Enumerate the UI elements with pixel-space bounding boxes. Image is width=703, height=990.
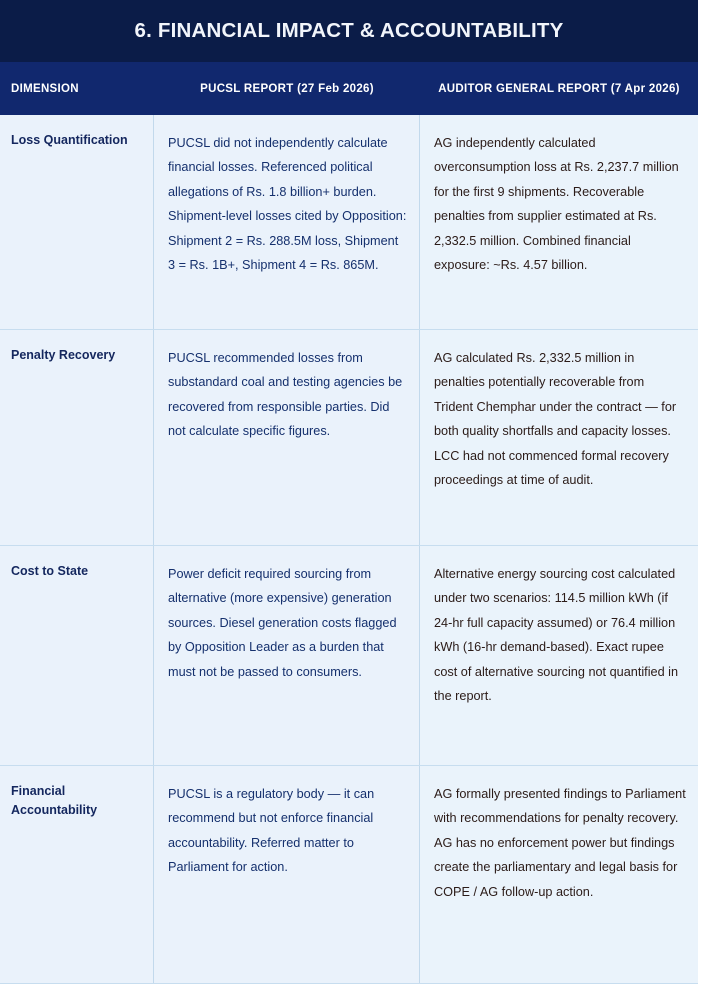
table-header-row xyxy=(0,62,698,115)
row-auditor-cell: AG independently calculated overconsumption loss at Rs. 2,237.7 million for the first 9 shipments. Recoverable penalties from supplier estimated at Rs. 2,332.5 million. Combined financial exposure: ~Rs. 4.57 billion. xyxy=(420,115,698,329)
row-dimension-label: Penalty Recovery xyxy=(0,330,154,545)
table-row xyxy=(0,766,698,984)
row-dimension-label: Financial Accountability xyxy=(0,766,154,983)
row-auditor-cell: Alternative energy sourcing cost calculated under two scenarios: 114.5 million kWh (if 24-hr full capacity assumed) or 76.4 million kWh (16-hr demand-based). Exact rupee cost of alternative sourcing not quantified in the report. xyxy=(420,546,698,765)
table-row xyxy=(0,115,698,330)
row-pucsl-cell: Power deficit required sourcing from alternative (more expensive) generation sources. Diesel generation costs flagged by Opposition Leader as a burden that must not be passed to consumers. xyxy=(154,546,420,765)
slide-title-band xyxy=(0,0,698,62)
row-dimension-label: Cost to State xyxy=(0,546,154,765)
row-pucsl-cell: PUCSL did not independently calculate financial losses. Referenced political allegations of Rs. 1.8 billion+ burden. Shipment-level losses cited by Opposition: Shipment 2 = Rs. 288.5M loss, Shipment 3 = Rs. 1B+, Shipment 4 = Rs. 865M. xyxy=(154,115,420,329)
column-header-dimension: DIMENSION xyxy=(11,82,79,95)
row-pucsl-cell: PUCSL is a regulatory body — it can recommend but not enforce financial accountability. Referred matter to Parliament for action. xyxy=(154,766,420,983)
comparison-table-body xyxy=(0,115,698,984)
row-dimension-label: Loss Quantification xyxy=(0,115,154,329)
row-auditor-cell: AG formally presented findings to Parliament with recommendations for penalty recovery. AG has no enforcement power but findings create the parliamentary and legal basis for COPE / AG follow-up action. xyxy=(420,766,698,983)
page-title: 6. FINANCIAL IMPACT & ACCOUNTABILITY xyxy=(134,18,564,42)
row-auditor-cell: AG calculated Rs. 2,332.5 million in penalties potentially recoverable from Trident Chemphar under the contract — for both quality shortfalls and capacity losses. LCC had not commenced formal recovery proceedings at time of audit. xyxy=(420,330,698,545)
table-row xyxy=(0,546,698,766)
column-header-auditor-general-report: AUDITOR GENERAL REPORT (7 Apr 2026) xyxy=(438,82,680,95)
row-pucsl-cell: PUCSL recommended losses from substandard coal and testing agencies be recovered from responsible parties. Did not calculate specific figures. xyxy=(154,330,420,545)
column-header-pucsl-report: PUCSL REPORT (27 Feb 2026) xyxy=(200,82,374,95)
table-row xyxy=(0,330,698,546)
